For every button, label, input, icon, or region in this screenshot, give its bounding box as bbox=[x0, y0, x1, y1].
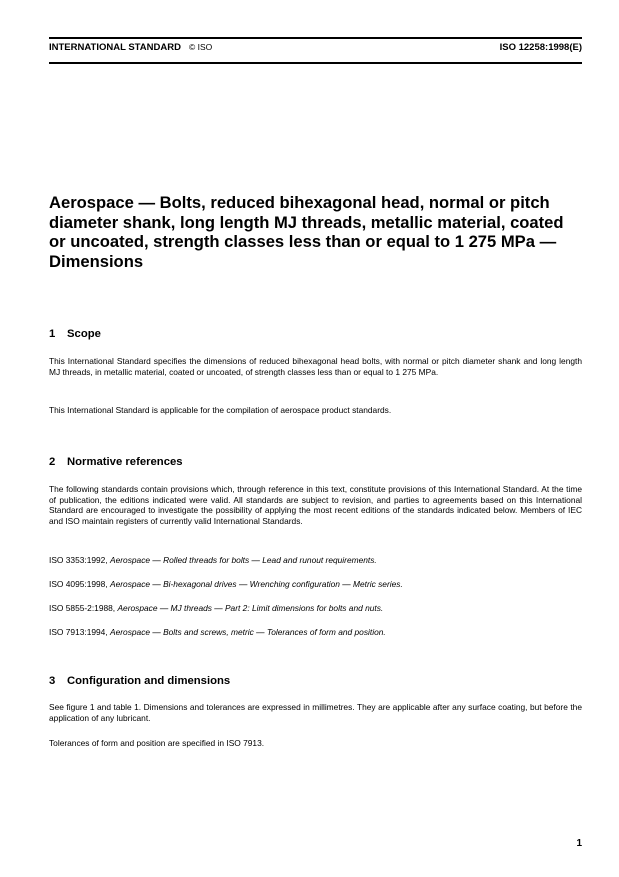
reference-code: ISO 7913:1994, bbox=[49, 627, 108, 637]
section-2-title: Normative references bbox=[67, 456, 183, 468]
section-1-title: Scope bbox=[67, 328, 101, 340]
reference-code: ISO 3353:1992, bbox=[49, 555, 108, 565]
reference-title: Aerospace — Bolts and screws, metric — Tolerances of form and position. bbox=[110, 627, 386, 637]
page-number: 1 bbox=[576, 838, 582, 849]
section-1-number: 1 bbox=[49, 328, 56, 340]
scope-paragraph-2: This International Standard is applicable for the compilation of aerospace product standards. bbox=[49, 405, 392, 415]
reference-item bbox=[49, 603, 582, 614]
reference-item bbox=[49, 627, 582, 638]
document-title: Aerospace — Bolts, reduced bihexagonal head, normal or pitch diameter shank, long length MJ threads, metallic material, coated or uncoated, strength classes less than or equal to 1 275 MPa — Dimensions bbox=[49, 193, 564, 271]
section-3-heading bbox=[49, 675, 230, 687]
reference-code: ISO 4095:1998, bbox=[49, 579, 108, 589]
header-bottom-rule bbox=[49, 62, 582, 64]
reference-title: Aerospace — MJ threads — Part 2: Limit dimensions for bolts and nuts. bbox=[117, 603, 384, 613]
reference-title: Aerospace — Bi-hexagonal drives — Wrenching configuration — Metric series. bbox=[110, 579, 403, 589]
section-3-title: Configuration and dimensions bbox=[67, 675, 231, 687]
section-2-number: 2 bbox=[49, 456, 56, 468]
configuration-paragraph-2: Tolerances of form and position are specified in ISO 7913. bbox=[49, 738, 265, 748]
reference-title: Aerospace — Rolled threads for bolts — Lead and runout requirements. bbox=[110, 555, 377, 565]
section-3-number: 3 bbox=[49, 675, 56, 687]
running-header bbox=[49, 42, 582, 56]
header-document-number: ISO 12258:1998(E) bbox=[499, 42, 582, 53]
section-2-heading bbox=[49, 456, 183, 468]
header-top-rule bbox=[49, 37, 582, 39]
configuration-paragraph-1: See figure 1 and table 1. Dimensions and tolerances are expressed in millimetres. They are applicable after any surface coating, but before the application of any lubricant. bbox=[49, 702, 582, 723]
reference-item bbox=[49, 579, 582, 590]
header-copyright: © ISO bbox=[188, 42, 213, 52]
section-1-heading bbox=[49, 328, 101, 340]
reference-item bbox=[49, 555, 582, 566]
normative-paragraph: The following standards contain provisions which, through reference in this text, constitute provisions of this International Standard. At the time of publication, the editions indicated were valid. All standards are subject to revision, and parties to agreements based on this International Standard are encouraged to investigate the possibility of applying the most recent editions of the standards indicated below. Members of IEC and ISO maintain registers of currently valid International Standards. bbox=[49, 484, 582, 526]
reference-code: ISO 5855-2:1988, bbox=[49, 603, 116, 613]
header-left bbox=[49, 42, 212, 53]
scope-paragraph-1: This International Standard specifies the dimensions of reduced bihexagonal head bolts, with normal or pitch diameter shank and long length MJ threads, in metallic material, coated or uncoated, of strength classes less than or equal to 1 275 MPa. bbox=[49, 356, 582, 377]
header-standard-type: INTERNATIONAL STANDARD bbox=[49, 42, 181, 53]
